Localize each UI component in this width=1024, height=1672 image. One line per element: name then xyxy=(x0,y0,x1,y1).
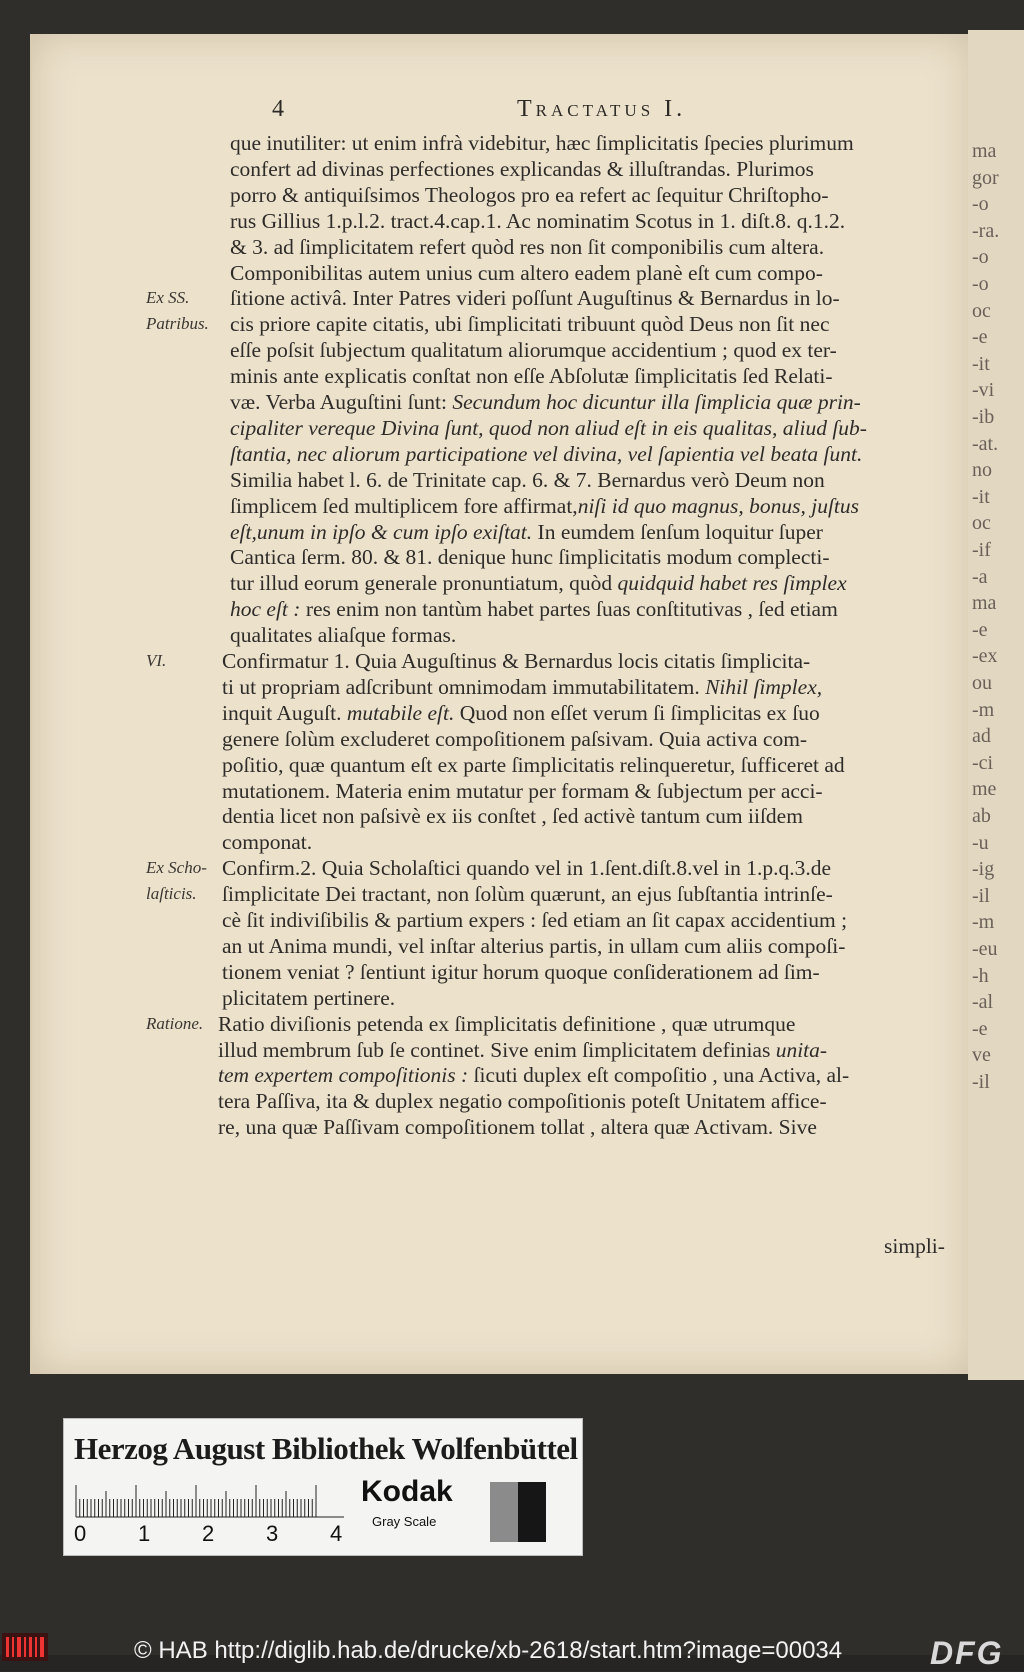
text-line: tionem veniat ? ſentiunt igitur horum quoque conſiderationem ad ſim- xyxy=(222,959,820,984)
text-line: confert ad divinas perfectiones explicandas & illuſtrandas. Plurimos xyxy=(230,156,814,181)
adjacent-page-fragment: gor xyxy=(972,166,999,189)
text-line: dentia licet non paſsivè ex iis conſtet , ſed activè tantum cum iiſdem xyxy=(222,804,803,829)
page-number: 4 xyxy=(272,96,284,122)
margin-note: Ratione. xyxy=(146,1013,204,1033)
scale-label: 2 xyxy=(202,1521,215,1546)
text-line: væ. Verba Auguſtini ſunt: Secundum hoc dicuntur illa ſimplicia quæ prin- xyxy=(230,390,861,414)
text-line: Confirmatur 1. Quia Auguſtinus & Bernardus locis citatis ſimplicita- xyxy=(222,649,811,673)
kodak-logo: Kodak xyxy=(361,1475,453,1508)
adjacent-page-fragment: -ib xyxy=(972,406,995,428)
text-line: Componibilitas autem unius cum altero eadem planè eſt cum compo- xyxy=(230,260,823,285)
catchword: simpli- xyxy=(884,1234,945,1258)
text-line: ti ut propriam adſcribunt omnimodam immutabilitatem. Nihil ſimplex, xyxy=(222,674,823,699)
adjacent-page-fragment: -vi xyxy=(972,379,995,402)
margin-note: Patribus. xyxy=(146,314,209,334)
adjacent-page-fragment: -m xyxy=(972,698,995,721)
text-line: cè ſit indiviſibilis & partium expers : ſed etiam an ſit capax accidentium ; xyxy=(222,908,848,932)
text-line: inquit Auguſt. mutabile eſt. Quod non eſſet verum ſi ſimplicitas ex ſuo xyxy=(222,700,820,725)
adjacent-page-fragment: -it xyxy=(972,352,990,375)
margin-note: laſticis. xyxy=(146,884,197,904)
text-line: eſt,unum in ipſo & cum ipſo exiſtat. In eumdem ſenſum loquitur ſuper xyxy=(230,519,823,544)
text-line: rus Gillius 1.p.l.2. tract.4.cap.1. Ac nominatim Scotus in 1. diſt.8. q.1.2. xyxy=(230,208,846,233)
text-line: poſitio, quæ quantum eſt ex parte ſimplicitatis relinqueretur, ſufficeret ad xyxy=(222,752,845,777)
text-line: Cantica ſerm. 80. & 81. denique hunc ſimplicitatis modum complecti- xyxy=(230,545,830,570)
adjacent-page-fragment: ma xyxy=(972,140,997,162)
adjacent-page-fragment: -al xyxy=(972,991,994,1014)
text-line: minis ante explicatis conſtat non eſſe Abſolutæ ſimplicitatis ſed Relati- xyxy=(230,364,833,389)
adjacent-page-fragment: ad xyxy=(972,725,991,748)
text-line: ſtantia, nec aliorum participatione vel divina, vel ſapientia vel beata ſunt. xyxy=(230,441,863,466)
scale-label: 4 xyxy=(330,1521,343,1546)
text-line: mutationem. Materia enim mutatur per formam & ſubjectum per acci- xyxy=(222,778,823,803)
text-line: eſſe poſsit ſubjectum qualitatum aliorumque accidentium ; quod ex ter- xyxy=(230,338,837,363)
adjacent-page-fragment: ab xyxy=(972,805,991,827)
adjacent-page-fragment: -e xyxy=(972,618,988,641)
adjacent-page-fragment: -ci xyxy=(972,751,994,774)
kodak-subtitle: Gray Scale xyxy=(372,1514,437,1529)
hab-barcode-icon xyxy=(0,1629,50,1665)
running-title: Tractatus I. xyxy=(517,96,687,122)
library-name: Herzog August Bibliothek Wolfenbüttel xyxy=(74,1431,578,1466)
adjacent-page-fragment: -ex xyxy=(972,645,998,668)
text-line: Similia habet l. 6. de Trinitate cap. 6. & 7. Bernardus verò Deum non xyxy=(230,467,825,492)
scale-label: 3 xyxy=(266,1521,279,1546)
adjacent-page-fragment: no xyxy=(972,459,992,482)
adjacent-page-fragment: -a xyxy=(972,565,988,588)
library-card xyxy=(63,1418,583,1556)
text-line: ſitione activâ. Inter Patres videri poſſunt Auguſtinus & Bernardus in lo- xyxy=(230,286,840,311)
text-line: cis priore capite citatis, ubi ſimplicitati tribuunt quòd Deus non ſit nec xyxy=(230,312,830,337)
adjacent-page-fragment: me xyxy=(972,778,997,801)
adjacent-page-fragment: ve xyxy=(972,1044,991,1067)
adjacent-page-fragment: -if xyxy=(972,539,991,561)
text-line: tur illud eorum generale pronuntiatum, quòd quidquid habet res ſimplex xyxy=(230,571,847,596)
text-line: componat. xyxy=(222,830,313,855)
adjacent-page-fragment: -ra. xyxy=(972,219,1000,242)
text-line: porro & antiquiſsimos Theologos pro ea refert ac ſequitur Chriſtopho- xyxy=(230,182,829,207)
text-line: an ut Anima mundi, vel inſtar alterius partis, in ullam cum aliis compoſi- xyxy=(222,933,846,958)
adjacent-page-fragment: -o xyxy=(972,193,989,216)
text-line: genere ſolùm excluderet compoſitionem paſsivam. Quia activa com- xyxy=(222,726,808,751)
margin-note: Ex SS. xyxy=(146,288,190,308)
scale-label: 1 xyxy=(138,1521,151,1546)
ruler-scale xyxy=(74,1477,404,1547)
text-line: tem expertem compoſitionis : ſicuti duplex eſt compoſitio , una Activa, al- xyxy=(218,1063,850,1088)
dfg-logo: DFG xyxy=(930,1635,1004,1671)
adjacent-page-fragment: -m xyxy=(972,911,995,934)
adjacent-page-fragment: -e xyxy=(972,1017,988,1040)
text-line: cipaliter vereque Divina ſunt, quod non aliud eſt in eis qualitas, aliud ſub- xyxy=(230,415,867,440)
text-line: & 3. ad ſimplicitatem refert quòd res non ſit componibilis cum altera. xyxy=(230,234,825,259)
adjacent-page-fragment: -il xyxy=(972,884,990,907)
source-link[interactable]: © HAB http://diglib.hab.de/drucke/xb-2618/start.htm?image=00034 xyxy=(134,1637,843,1664)
book-page xyxy=(30,34,970,1374)
scale-label: 0 xyxy=(74,1521,87,1546)
text-line: qualitates aliaſque formas. xyxy=(230,623,457,648)
adjacent-page-fragment: oc xyxy=(972,512,991,535)
adjacent-page-fragment: -o xyxy=(972,273,989,295)
text-line: ſimplicem ſed multiplicem fore affirmat,niſi id quo magnus, bonus, juſtus xyxy=(230,493,860,518)
text-line: Confirm.2. Quia Scholaſtici quando vel in 1.ſent.diſt.8.vel in 1.p.q.3.de xyxy=(222,856,832,881)
adjacent-page-fragment: -il xyxy=(972,1071,990,1093)
margin-note: Ex Scho- xyxy=(146,858,207,878)
adjacent-page-fragment: -ig xyxy=(972,858,995,881)
margin-note: VI. xyxy=(146,651,167,670)
adjacent-page-fragment: -o xyxy=(972,246,989,269)
text-line: illud membrum ſub ſe continet. Sive enim ſimplicitatem definias unita- xyxy=(218,1037,828,1062)
adjacent-page-fragment: oc xyxy=(972,299,991,322)
adjacent-page-fragment: -h xyxy=(972,964,989,987)
adjacent-page-fragment: -eu xyxy=(972,938,998,960)
footer-bar xyxy=(0,1635,1024,1671)
adjacent-page-fragment: -u xyxy=(972,831,989,854)
adjacent-page-edge xyxy=(968,30,1024,1380)
text-line: que inutiliter: ut enim infrà videbitur, hæc ſimplicitatis ſpecies plurimum xyxy=(230,131,854,155)
adjacent-page-fragment: -e xyxy=(972,326,988,349)
adjacent-page-fragment: -it xyxy=(972,485,990,508)
adjacent-page-fragment: ou xyxy=(972,672,992,694)
adjacent-page-fragment: ma xyxy=(972,592,997,615)
text-line: tera Paſſiva, ita & duplex negatio compoſitionis poteſt Unitatem affice- xyxy=(218,1089,827,1114)
text-line: hoc eſt : res enim non tantùm habet partes ſuas conſtitutivas , ſed etiam xyxy=(230,597,838,622)
text-line: ſimplicitate Dei tractant, non ſolùm quærunt, an ejus ſubſtantia intrinſe- xyxy=(222,882,833,907)
adjacent-page-fragment: -at. xyxy=(972,432,999,455)
text-line: plicitatem pertinere. xyxy=(222,985,396,1010)
text-line: Ratio diviſionis petenda ex ſimplicitatis definitione , quæ utrumque xyxy=(218,1011,796,1036)
gray-scale-swatch xyxy=(484,1479,550,1545)
text-line: re, una quæ Paſſivam compoſitionem tollat , altera quæ Activam. Sive xyxy=(218,1115,817,1140)
